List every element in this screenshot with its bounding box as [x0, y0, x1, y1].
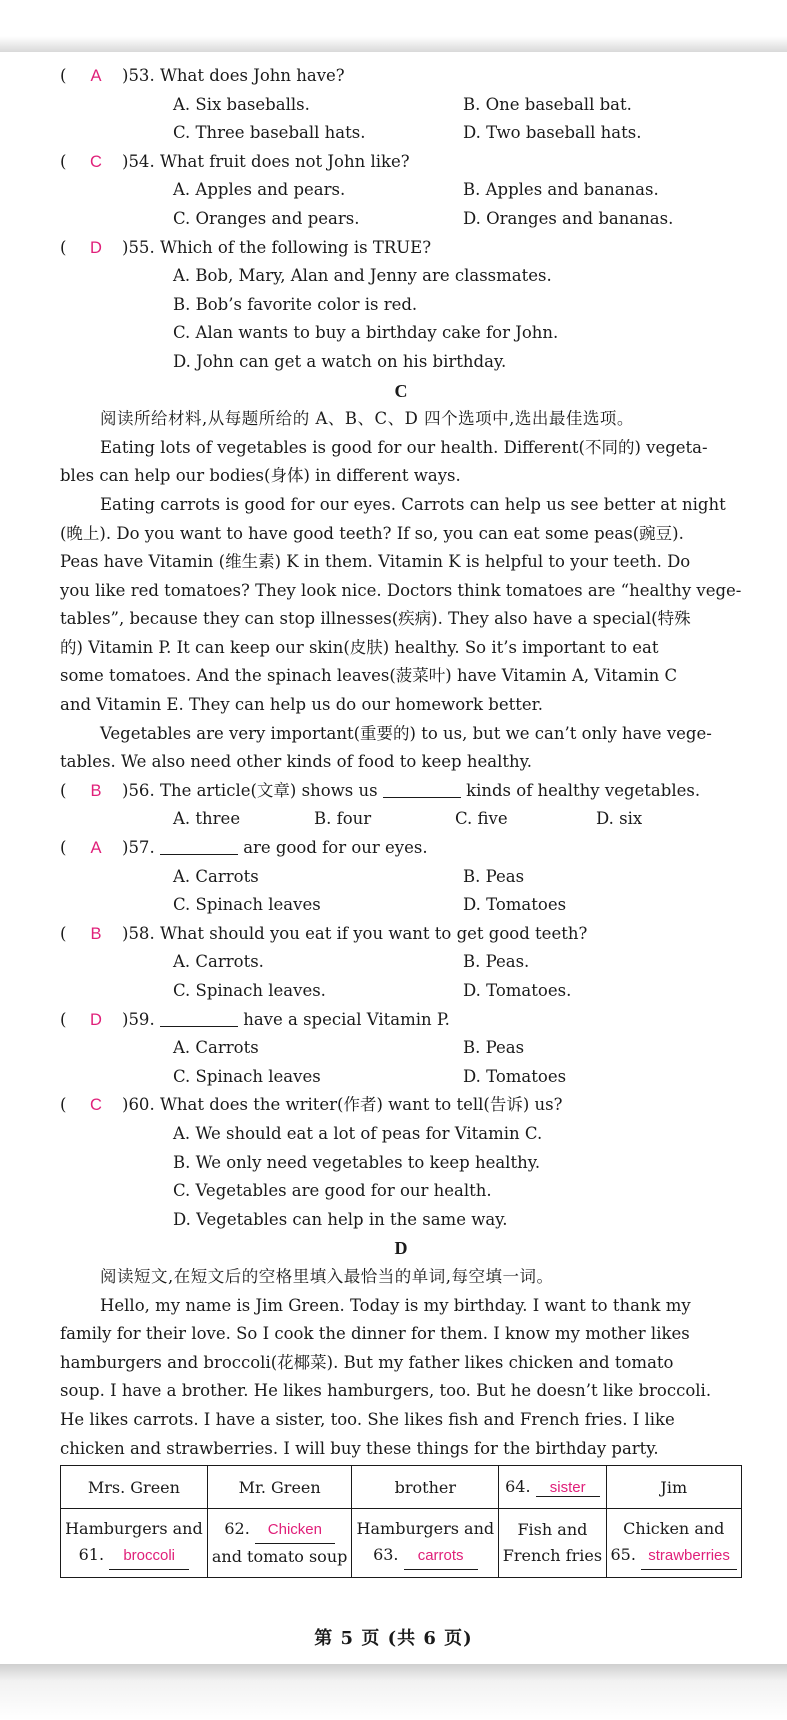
header-blank-64: 64. sister: [499, 1466, 606, 1509]
question-55: ( D )55. Which of the following is TRUE?: [60, 234, 742, 263]
header-brother: brother: [352, 1466, 499, 1509]
options-56: A. three B. four C. five D. six: [173, 809, 643, 829]
answer-65: strawberries: [641, 1543, 737, 1570]
table-header-row: [61, 1466, 742, 1509]
passage-c-line: tables. We also need other kinds of food to keep healthy.: [60, 752, 532, 772]
blank-57: [160, 836, 238, 855]
passage-c-line: Vegetables are very important(重要的) to us, but we can’t only have vege-: [100, 723, 712, 743]
option-60-d: D. Vegetables can help in the same way.: [173, 1209, 508, 1229]
food-preference-table: [60, 1465, 742, 1578]
question-59: ( D )59. have a special Vitamin P.: [60, 1006, 742, 1035]
stem-55: Which of the following is TRUE?: [159, 237, 432, 257]
top-page-edge: [0, 0, 787, 52]
answer-61: broccoli: [109, 1543, 189, 1570]
question-56: ( B )56. The article(文章) shows us kinds of healthy vegetables.: [60, 777, 742, 806]
stem-53: What does John have?: [159, 66, 345, 85]
header-mrs-green: Mrs. Green: [61, 1466, 208, 1509]
answer-57: A: [90, 839, 102, 858]
option-55-c: C. Alan wants to buy a birthday cake for John.: [173, 323, 559, 343]
passage-c-line: Peas have Vitamin (维生素) K in them. Vitamin K is helpful to your teeth. Do: [60, 552, 691, 572]
option-60-b: B. We only need vegetables to keep healthy.: [173, 1152, 541, 1172]
passage-c-line: Eating carrots is good for our eyes. Carrots can help us see better at night: [100, 494, 726, 514]
stem-54: What fruit does not John like?: [159, 151, 410, 171]
answer-59: D: [90, 1010, 102, 1029]
options-59-row2: C. Spinach leaves D. Tomatoes: [173, 1066, 567, 1086]
answer-54: C: [90, 152, 102, 171]
option-55-a: A. Bob, Mary, Alan and Jenny are classmates.: [173, 266, 552, 286]
option-55-d: D. John can get a watch on his birthday.: [173, 351, 507, 371]
cell-brother: Hamburgers and 63. carrots: [352, 1509, 499, 1578]
options-58-row2: C. Spinach leaves. D. Tomatoes.: [173, 981, 572, 1000]
passage-d-line: Hello, my name is Jim Green. Today is my birthday. I want to thank my: [100, 1295, 691, 1315]
question-60: ( C )60. What does the writer(作者) want to tell(告诉) us?: [60, 1091, 742, 1120]
question-58: ( B )58. What should you eat if you want to get good teeth?: [60, 920, 742, 949]
passage-c-line: and Vitamin E. They can help us do our homework better.: [60, 695, 543, 715]
options-59-row1: A. Carrots B. Peas: [173, 1038, 525, 1058]
passage-c-line: 的) Vitamin P. It can keep our skin(皮肤) healthy. So it’s important to eat: [60, 637, 659, 657]
options-53-row2: C. Three baseball hats. D. Two baseball hats.: [173, 123, 642, 143]
bottom-page-edge: [0, 1664, 787, 1720]
question-57: ( A )57. are good for our eyes.: [60, 834, 742, 863]
blank-59: [160, 1008, 238, 1027]
options-54-row1: A. Apples and pears. B. Apples and bananas.: [173, 180, 659, 200]
passage-d-line: soup. I have a brother. He likes hamburgers, too. But he doesn’t like broccoli.: [60, 1381, 712, 1401]
passage-d-line: hamburgers and broccoli(花椰菜). But my father likes chicken and tomato: [60, 1352, 674, 1372]
passage-c-line: you like red tomatoes? They look nice. Doctors think tomatoes are “healthy vege-: [60, 580, 742, 600]
blank-56: [383, 779, 461, 798]
option-60-c: C. Vegetables are good for our health.: [173, 1181, 492, 1201]
passage-c-line: bles can help our bodies(身体) in different ways.: [60, 466, 461, 486]
options-53-row1: A. Six baseballs. B. One baseball bat.: [173, 94, 632, 114]
section-d-instruction: 阅读短文,在短文后的空格里填入最恰当的单词,每空填一词。: [100, 1266, 554, 1286]
passage-d-line: chicken and strawberries. I will buy these things for the birthday party.: [60, 1438, 659, 1458]
table-body-row: [61, 1509, 742, 1578]
options-57-row2: C. Spinach leaves D. Tomatoes: [173, 895, 567, 915]
option-55-b: B. Bob’s favorite color is red.: [173, 294, 418, 314]
options-57-row1: A. Carrots B. Peas: [173, 866, 525, 886]
answer-55: D: [90, 238, 102, 257]
header-mr-green: Mr. Green: [207, 1466, 352, 1509]
options-54-row2: C. Oranges and pears. D. Oranges and bananas.: [173, 208, 674, 228]
worksheet-page: [60, 62, 742, 1463]
option-60-a: A. We should eat a lot of peas for Vitamin C.: [173, 1123, 543, 1143]
cell-mrs-green: Hamburgers and 61. broccoli: [61, 1509, 208, 1578]
cell-mr-green: 62. Chicken and tomato soup: [207, 1509, 352, 1578]
question-54: ( C )54. What fruit does not John like?: [60, 148, 742, 177]
passage-c-line: tables”, because they can stop illnesses(疾病). They also have a special(特殊: [60, 609, 691, 629]
answer-63: carrots: [404, 1543, 478, 1570]
answer-60: C: [90, 1096, 102, 1115]
cell-sister: Fish and French fries: [499, 1509, 606, 1578]
passage-d-line: He likes carrots. I have a sister, too. She likes fish and French fries. I like: [60, 1409, 675, 1429]
section-c-title: C: [394, 380, 408, 401]
cell-jim: Chicken and 65. strawberries: [606, 1509, 741, 1578]
answer-56: B: [90, 781, 102, 800]
page-number: 第 5 页 (共 6 页): [314, 1628, 473, 1649]
answer-53: A: [90, 67, 102, 85]
passage-c-line: Eating lots of vegetables is good for our health. Different(不同的) vegeta-: [100, 437, 708, 457]
answer-62: Chicken: [255, 1517, 335, 1544]
options-58-row1: A. Carrots. B. Peas.: [173, 952, 530, 972]
answer-64: sister: [536, 1479, 600, 1497]
passage-d-line: family for their love. So I cook the dinner for them. I know my mother likes: [60, 1324, 690, 1344]
answer-58: B: [90, 924, 102, 943]
section-c-instruction: 阅读所给材料,从每题所给的 A、B、C、D 四个选项中,选出最佳选项。: [100, 409, 634, 429]
passage-c-line: some tomatoes. And the spinach leaves(菠菜叶) have Vitamin A, Vitamin C: [60, 666, 678, 686]
question-53: ( A )53. What does John have?: [60, 62, 742, 91]
section-d-title: D: [394, 1238, 408, 1259]
header-jim: Jim: [606, 1466, 741, 1509]
passage-c-line: (晚上). Do you want to have good teeth? If so, you can eat some peas(豌豆).: [60, 523, 684, 543]
